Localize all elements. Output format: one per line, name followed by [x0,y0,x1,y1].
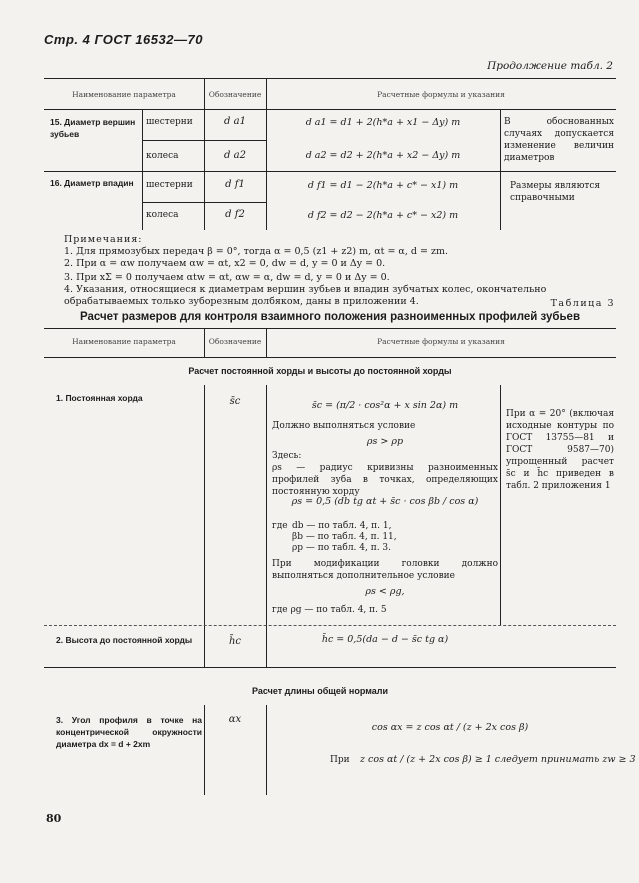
t3-row1-bb: βb — по табл. 4, п. 11, [292,532,397,542]
t3-row1-cond: ρs > ρp [366,436,404,447]
note-3: 3. При xΣ = 0 получаем αtw = αt, αw = α, dw = d, y = 0 и Δy = 0. [64,272,390,283]
row16-remark: Размеры являются справочными [510,181,601,203]
row16-sub2: колеса [146,210,179,220]
row15-formula1: d a1 = d1 + 2(h*a + x1 − Δy) m [305,117,461,128]
row15-sub1: шестерни [146,117,193,127]
t3-row3-formula: cos αx = z cos αt / (z + 2x cos β) [371,722,529,733]
section-normal: Расчет длины общей нормали [251,686,389,696]
note-1: 1. Для прямозубых передач β = 0°, тогда α = 0,5 (z1 + z2) m, αt = α, d = zm. [64,246,449,257]
t3-row3-cond: z cos αt / (z + 2x cos β) ≥ 1 следует принимать zw ≥ 3 [360,754,636,765]
t3-row2-formula: h̄c = 0,5(da − d − s̄c tg α) [321,634,449,645]
t2-header-symbol: Обозначение [208,90,262,99]
t3-row1-db: db — по табл. 4, п. 1, [292,521,392,531]
t3-row1-remark: При α = 20° (включая исходные контуры по ГОСТ 13755—81 и ГОСТ 9587—70) упрощенный расчет s̄c и h̄c приведен в табл. 2 приложения 1 [506,409,614,491]
t3-row1-cond-text: Должно выполняться условие [272,421,416,431]
row16-formula1: d f1 = d1 − 2(h*a + c* − x1) m [307,180,459,191]
t3-row1-mod-text: При модификации головки должно выполняться дополнительное условие [272,559,498,581]
row16-sym1: d f1 [225,179,245,190]
t3-row1-where: где [272,521,288,531]
note-2: 2. При α = αw получаем αw = αt, x2 = 0, dw = d, y = 0 и Δy = 0. [64,258,386,269]
row15-sub2: колеса [146,151,179,161]
t3-row1-rho-def: ρs — радиус кривизны разноименных профилей зуба в точках, определяющих постоянную хорду [272,463,498,497]
t3-row3-sym: αx [228,714,242,725]
row15-remark: В обоснованных случаях допускается изменение величин диаметров [504,117,614,163]
row15-sym2: d a2 [224,150,246,161]
row15-name: 15. Диаметр вершин зубьев [50,117,136,139]
t3-row3-name: 3. Угол профиля в точке на концентрической окружности диаметра dx = d + 2xm [56,715,202,749]
t3-row2-name: 2. Высота до постоянной хорды [56,635,193,645]
row16-sym2: d f2 [225,209,245,220]
t3-header-symbol: Обозначение [208,337,262,346]
page-header: Стр. 4 ГОСТ 16532—70 [44,32,203,47]
t3-row1-rho-formula: ρs = 0,5 (db tg αt + s̄c · cos βb / cos α) [291,496,479,507]
t3-row1-name: 1. Постоянная хорда [56,393,143,403]
table3-label: Таблица 3 [550,298,615,309]
page-number: 80 [46,812,62,825]
t3-header-name: Наименование параметра [72,337,176,346]
t3-header-formula: Расчетные формулы и указания [377,337,505,346]
notes-heading: Примечания: [64,234,143,245]
t3-row1-rp: ρp — по табл. 4, п. 3. [292,543,392,553]
note-4: 4. Указания, относящиеся к диаметрам вершин зубьев и впадин зубчатых колес, окончательно обрабатываемых только зуборезным долбяком, даны в приложении 4. [64,284,547,307]
row16-name: 16. Диаметр впадин [50,178,134,188]
row15-sym1: d a1 [224,116,246,127]
continuation-label: Продолжение табл. 2 [487,60,613,72]
t3-row1-formula: s̄c = (π/2 · cos²α + x sin 2α) m [311,400,459,411]
row16-sub1: шестерни [146,180,193,190]
t2-header-formula: Расчетные формулы и указания [377,90,505,99]
t2-header-name: Наименование параметра [72,90,176,99]
t3-row3-when: При [330,755,350,765]
t3-row1-sym: s̄c [229,396,241,407]
t3-row2-sym: h̄c [228,636,242,647]
t3-row1-here: Здесь: [272,451,302,461]
row15-formula2: d a2 = d2 + 2(h*a + x2 − Δy) m [305,150,461,161]
table3-title: Расчет размеров для контроля взаимного положения разноименных профилей зубьев [79,311,581,323]
section-chord: Расчет постоянной хорды и высоты до постоянной хорды [188,366,452,376]
t3-row1-mod-cond: ρs < ρg, [365,586,405,597]
row16-formula2: d f2 = d2 − 2(h*a + c* − x2) m [307,210,459,221]
t3-row1-rg: где ρg — по табл. 4, п. 5 [272,605,387,615]
